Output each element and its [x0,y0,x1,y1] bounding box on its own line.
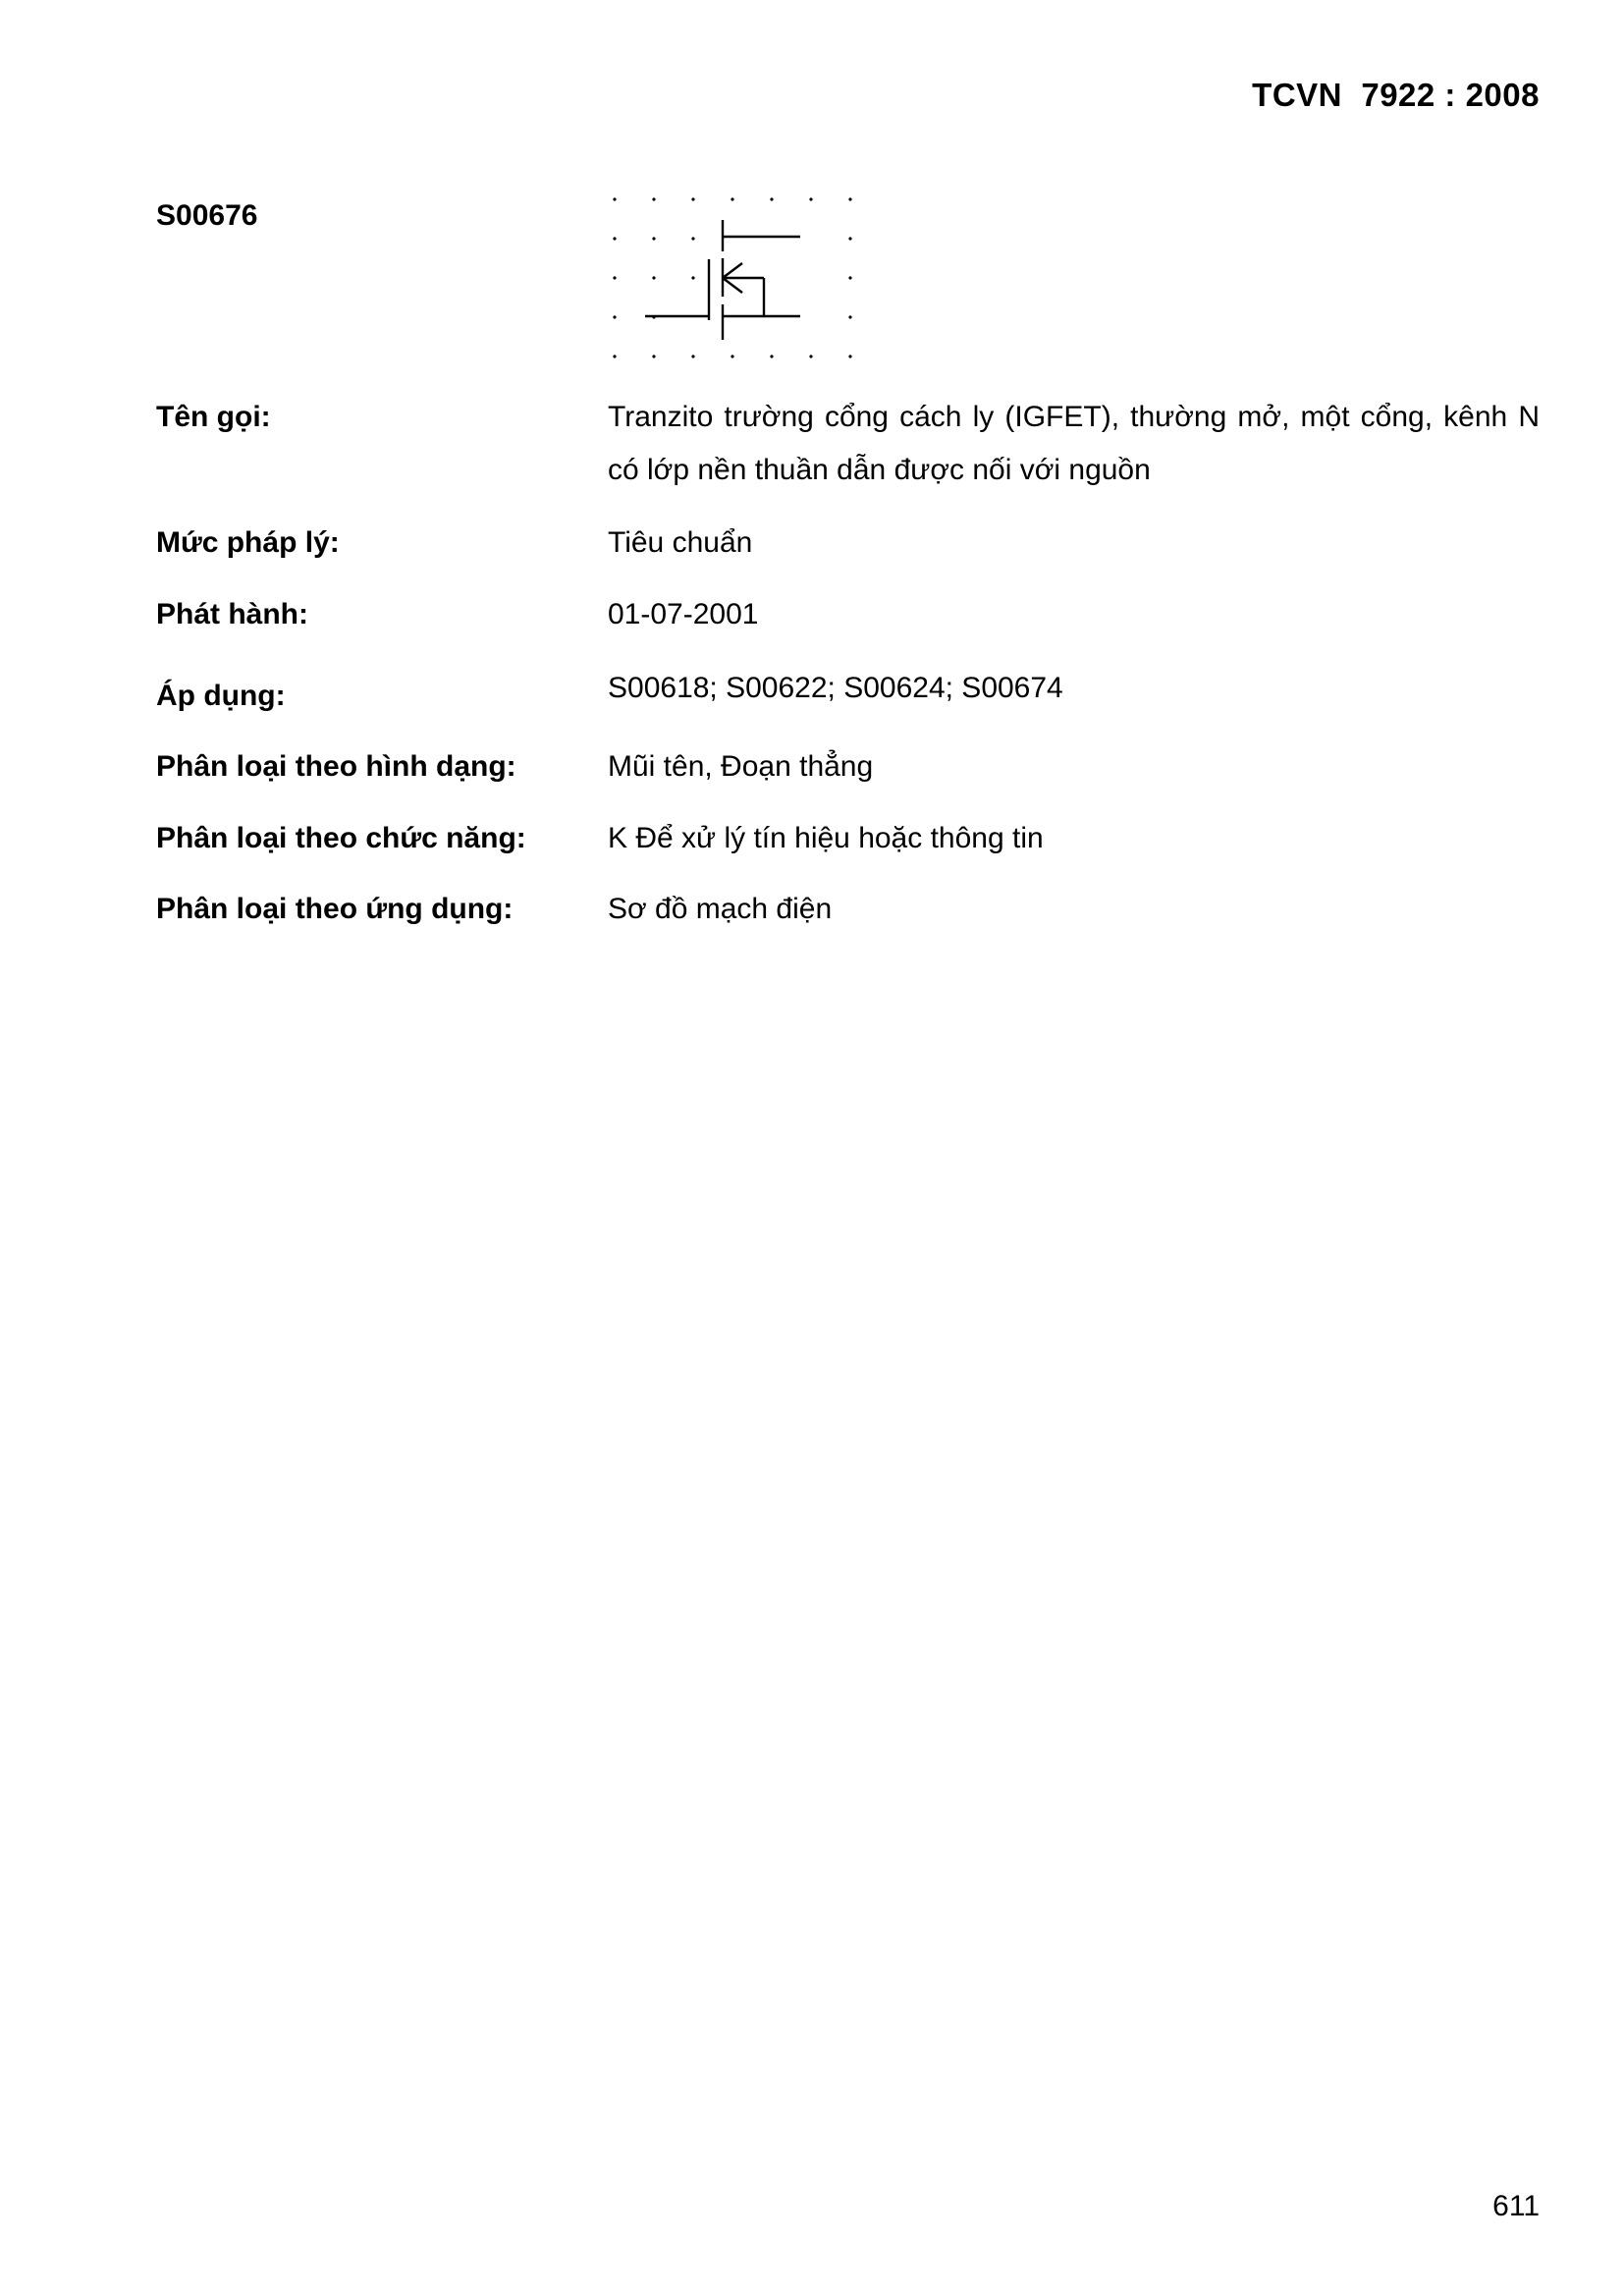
grid-dot [652,197,655,200]
grid-dot [770,197,773,200]
igfet-n-channel-symbol-icon [601,189,866,370]
grid-dot [731,197,733,200]
grid-dot [652,237,655,240]
field-value: Tiêu chuẩn [608,526,753,559]
grid-dot [691,237,694,240]
field-label: Phát hành: [156,598,308,630]
field-value: K Để xử lý tín hiệu hoặc thông tin [608,822,1044,854]
grid-dot [652,355,655,357]
field-label: Phân loại theo hình dạng: [156,750,516,783]
symbol-lines [645,220,800,340]
symbol-code: S00676 [156,199,258,232]
grid-dot [848,197,851,200]
field-label: Phân loại theo ứng dụng: [156,893,514,925]
grid-dot [613,355,616,357]
field-label: Áp dụng: [156,680,286,712]
document-header: TCVN 7922 : 2008 [1252,77,1540,113]
page-number: 611 [1492,2190,1540,2222]
field-value: Mũi tên, Đoạn thẳng [608,750,874,783]
field-value: Tranzito trường cổng cách ly (IGFET), thường mở, một cổng, kênh N có lớp nền thuần dẫn được nối với nguồn [608,401,1540,486]
grid-dot [848,315,851,318]
grid-dot [809,355,812,357]
grid-dot [848,276,851,279]
field-label: Phân loại theo chức năng: [156,822,526,854]
grid-dot [691,355,694,357]
grid-dot [770,355,773,357]
grid-dot [691,197,694,200]
grid-dot [691,276,694,279]
field-label: Mức pháp lý: [156,526,340,559]
field-label: Tên gọi: [156,401,271,433]
grid-dot [848,237,851,240]
grid-dot [613,315,616,318]
grid-dot [652,276,655,279]
grid-dot [848,355,851,357]
field-value: 01-07-2001 [608,598,759,630]
grid-dot [613,197,616,200]
field-value: S00618; S00622; S00624; S00674 [608,672,1063,704]
grid-dot [613,276,616,279]
grid-dot [731,355,733,357]
grid-dot [613,237,616,240]
grid-dot [809,197,812,200]
field-value: Sơ đồ mạch điện [608,893,833,925]
